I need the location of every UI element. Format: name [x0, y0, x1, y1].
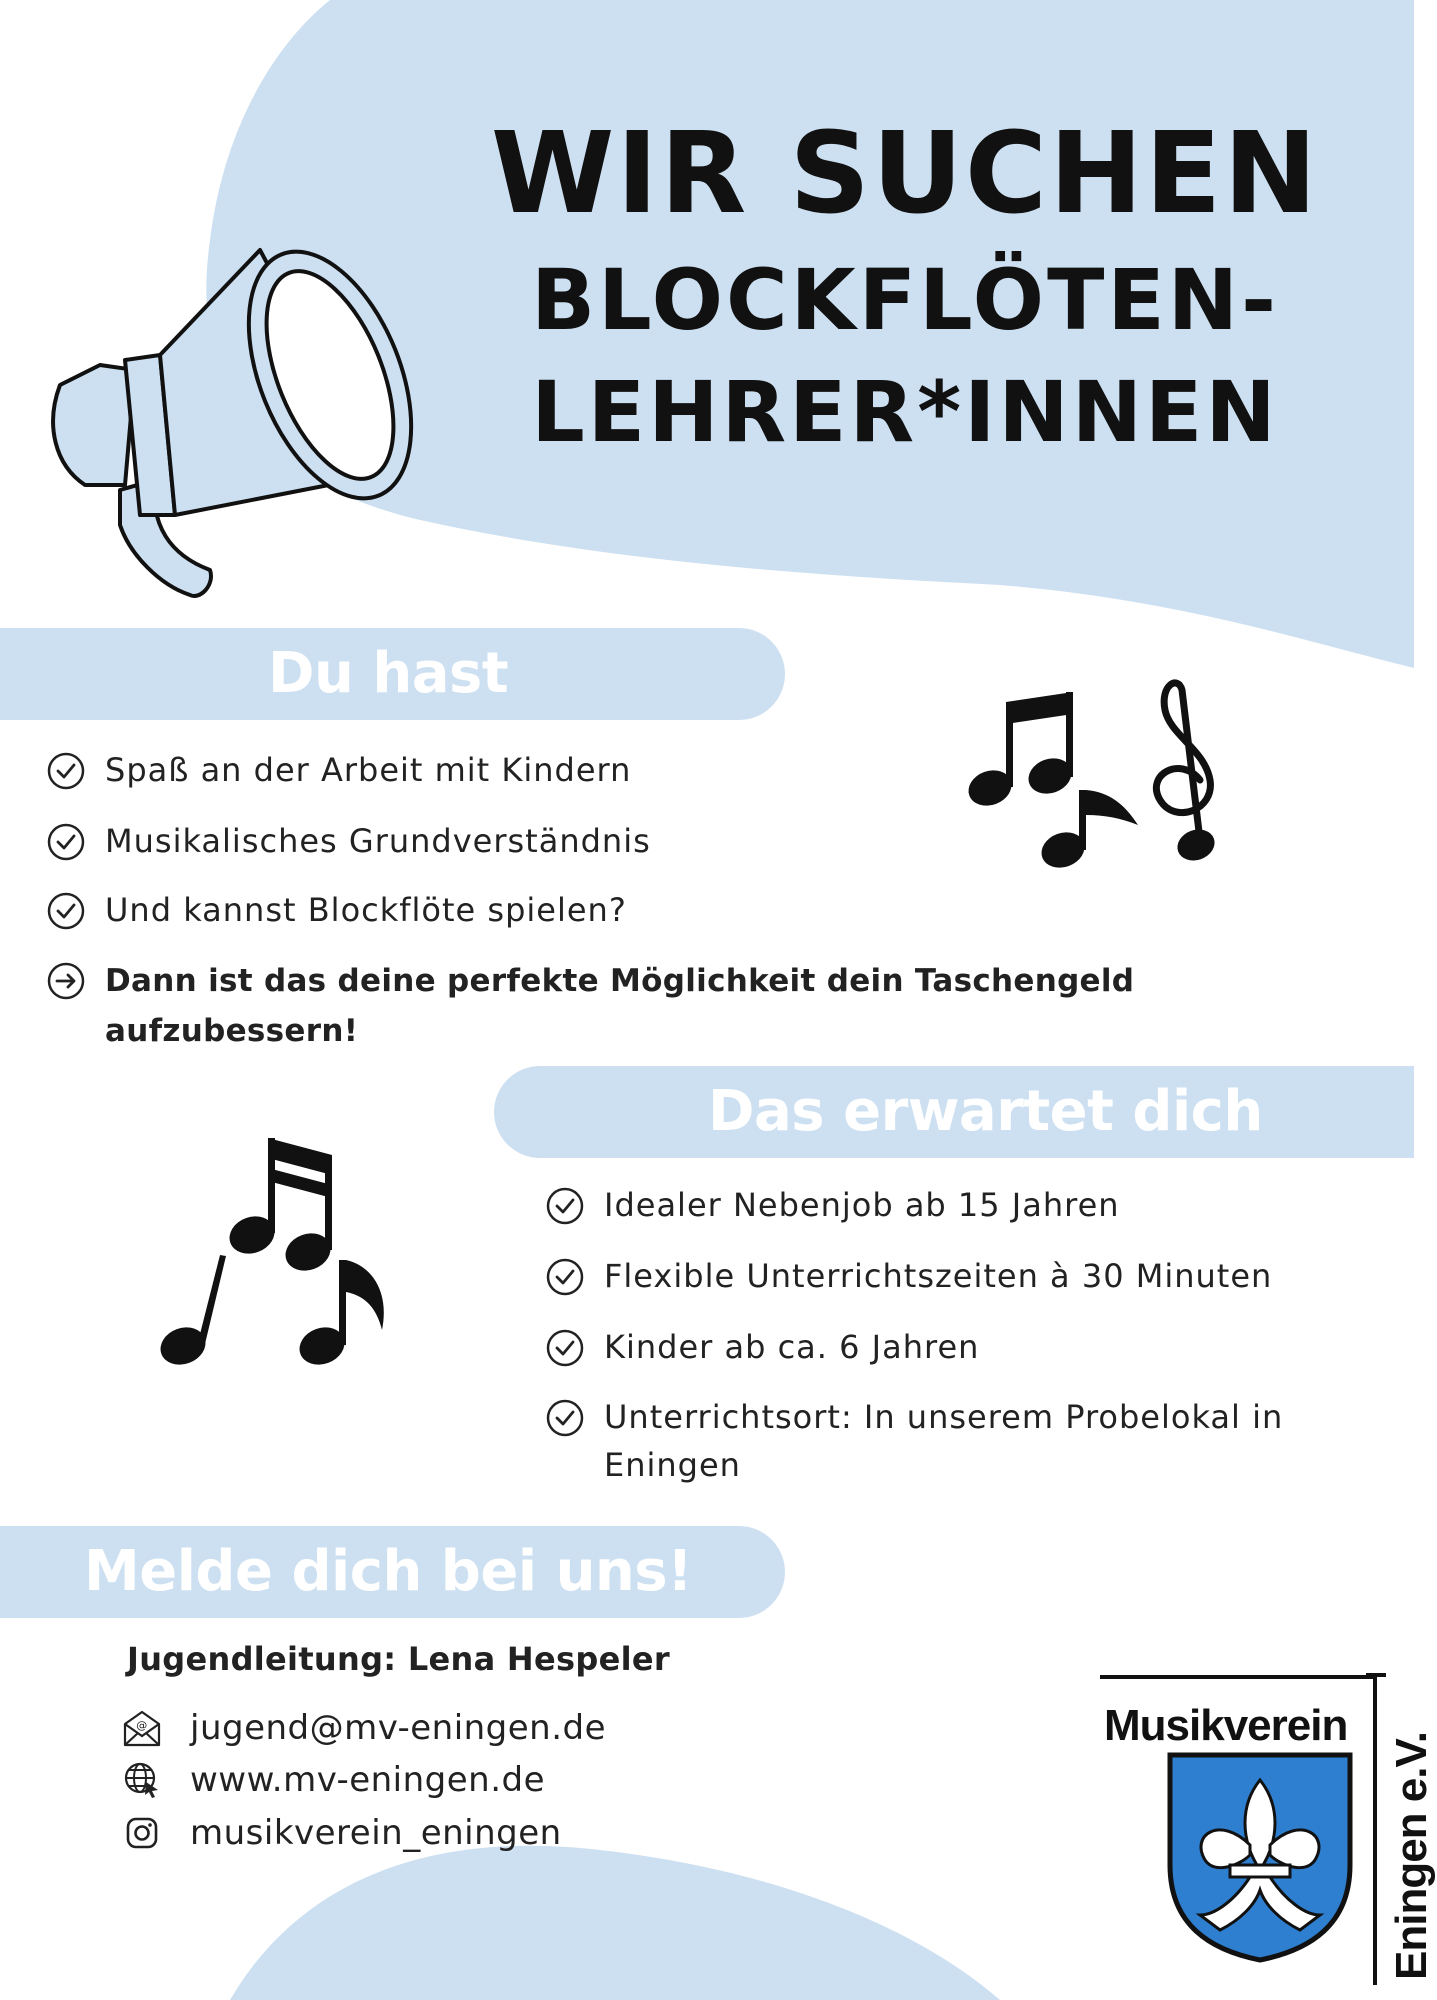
check-circle-icon	[545, 1398, 585, 1438]
check-circle-icon	[545, 1257, 585, 1297]
instagram-icon	[122, 1813, 162, 1853]
globe-icon	[122, 1760, 162, 1800]
headline-line1: WIR SUCHEN	[490, 109, 1320, 239]
expect-item-4	[545, 1393, 1283, 1489]
logo-side-text: Eningen e.V.	[1387, 1731, 1436, 1980]
expect-item-text-line2: Eningen	[604, 1446, 741, 1484]
envelope-icon	[122, 1708, 162, 1748]
arrow-circle-icon	[46, 961, 86, 1001]
have-item-text: Und kannst Blockflöte spielen?	[105, 891, 627, 929]
expect-item-text: Idealer Nebenjob ab 15 Jahren	[604, 1186, 1120, 1224]
have-item-text: Musikalisches Grundverständnis	[105, 822, 651, 860]
expect-item-text: Flexible Unterrichtszeiten à 30 Minuten	[604, 1257, 1273, 1295]
expect-item-2	[545, 1252, 1272, 1300]
check-circle-icon	[46, 751, 86, 791]
contact-instagram[interactable]	[122, 1813, 562, 1853]
music-notes-icon	[150, 1130, 420, 1370]
megaphone-icon	[40, 225, 390, 605]
check-circle-icon	[46, 891, 86, 931]
have-callout	[46, 956, 1134, 1056]
have-item-3	[46, 886, 627, 934]
website-link[interactable]: www.mv-eningen.de	[190, 1760, 546, 1800]
contact-person: Jugendleitung: Lena Hespeler	[127, 1640, 670, 1678]
section-contact-title: Melde dich bei uns!	[84, 1539, 693, 1604]
musikverein-logo	[1100, 1675, 1436, 1995]
section-have-title: Du hast	[268, 641, 509, 706]
music-notes-icon	[960, 680, 1230, 880]
expect-item-3	[545, 1323, 979, 1371]
check-circle-icon	[545, 1186, 585, 1226]
expect-item-text-line1: Unterrichtsort: In unserem Probelokal in	[604, 1398, 1284, 1436]
callout-line2: aufzubessern!	[105, 1013, 359, 1049]
expect-item-text: Kinder ab ca. 6 Jahren	[604, 1328, 980, 1366]
headline-line3: LEHRER*INNEN	[531, 363, 1279, 461]
expect-item-1	[545, 1181, 1120, 1229]
email-link[interactable]: jugend@mv-eningen.de	[190, 1708, 607, 1748]
callout-line1: Dann ist das deine perfekte Möglichkeit dein Taschengeld	[105, 963, 1135, 999]
check-circle-icon	[46, 822, 86, 862]
section-expect-title: Das erwartet dich	[708, 1079, 1263, 1144]
have-item-text: Spaß an der Arbeit mit Kindern	[105, 751, 632, 789]
headline-line2: BLOCKFLÖTEN-	[531, 251, 1279, 349]
have-item-2	[46, 817, 651, 865]
svg-text:@: @	[136, 1719, 148, 1732]
check-circle-icon	[545, 1328, 585, 1368]
contact-email[interactable]	[122, 1708, 606, 1748]
have-item-1	[46, 746, 631, 794]
contact-website[interactable]	[122, 1760, 545, 1800]
instagram-link[interactable]: musikverein_eningen	[190, 1813, 562, 1853]
logo-title: Musikverein	[1104, 1701, 1348, 1750]
